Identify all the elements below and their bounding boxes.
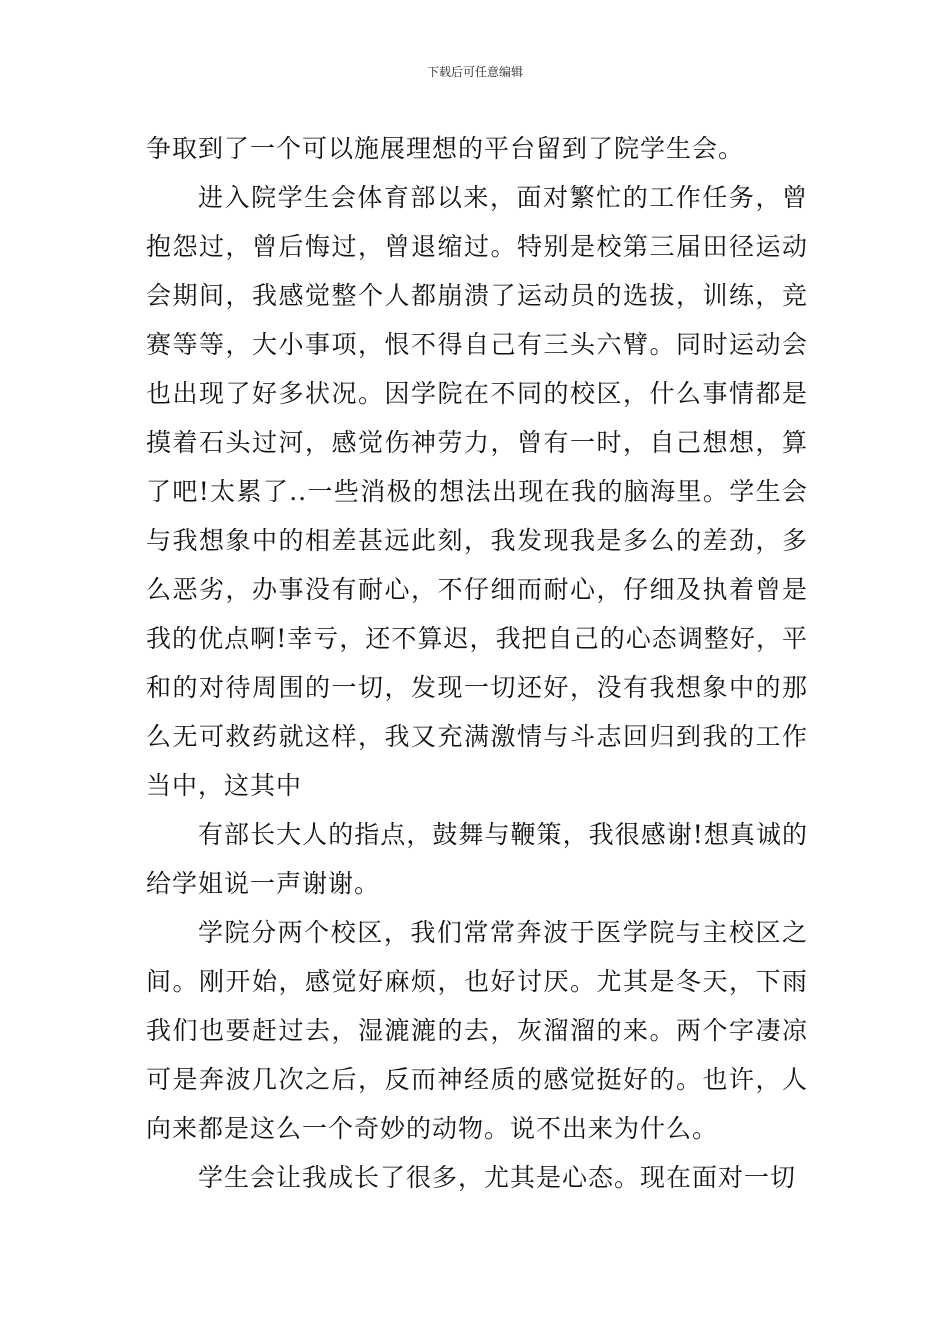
- paragraph-4: 学院分两个校区，我们常常奔波于医学院与主校区之间。刚开始，感觉好麻烦，也好讨厌。尤其是冬天，下雨我们也要赶过去，湿漉漉的去，灰溜溜的来。两个字凄凉可是奔波几次之后，反而神经质的感觉挺好的。也许，人向来都是这么一个奇妙的动物。说不出来为什么。: [146, 918, 808, 1143]
- paragraph-5: 学生会让我成长了很多，尤其是心态。现在面对一切: [198, 1163, 797, 1192]
- paragraph-1: 争取到了一个可以施展理想的平台留到了院学生会。: [146, 134, 745, 163]
- document-body: [146, 124, 808, 1202]
- paragraph-2: 进入院学生会体育部以来，面对繁忙的工作任务，曾抱怨过，曾后悔过，曾退缩过。特别是校第三届田径运动会期间，我感觉整个人都崩溃了运动员的选拔，训练，竞赛等等，大小事项，恨不得自己有三头六臂。同时运动会也出现了好多状况。因学院在不同的校区，什么事情都是摸着石头过河，感觉伤神劳力，曾有一时，自己想想，算了吧!太累了..一些消极的想法出现在我的脑海里。学生会与我想象中的相差甚远此刻，我发现我是多么的差劲，多么恶劣，办事没有耐心，不仔细而耐心，仔细及执着曾是我的优点啊!幸亏，还不算迟，我把自己的心态调整好，平和的对待周围的一切，发现一切还好，没有我想象中的那么无可救药就这样，我又充满激情与斗志回归到我的工作当中，这其中: [146, 183, 808, 800]
- paragraph-3: 有部长大人的指点，鼓舞与鞭策，我很感谢!想真诚的给学姐说一声谢谢。: [146, 820, 808, 898]
- page-header: 下载后可任意编辑: [426, 65, 523, 79]
